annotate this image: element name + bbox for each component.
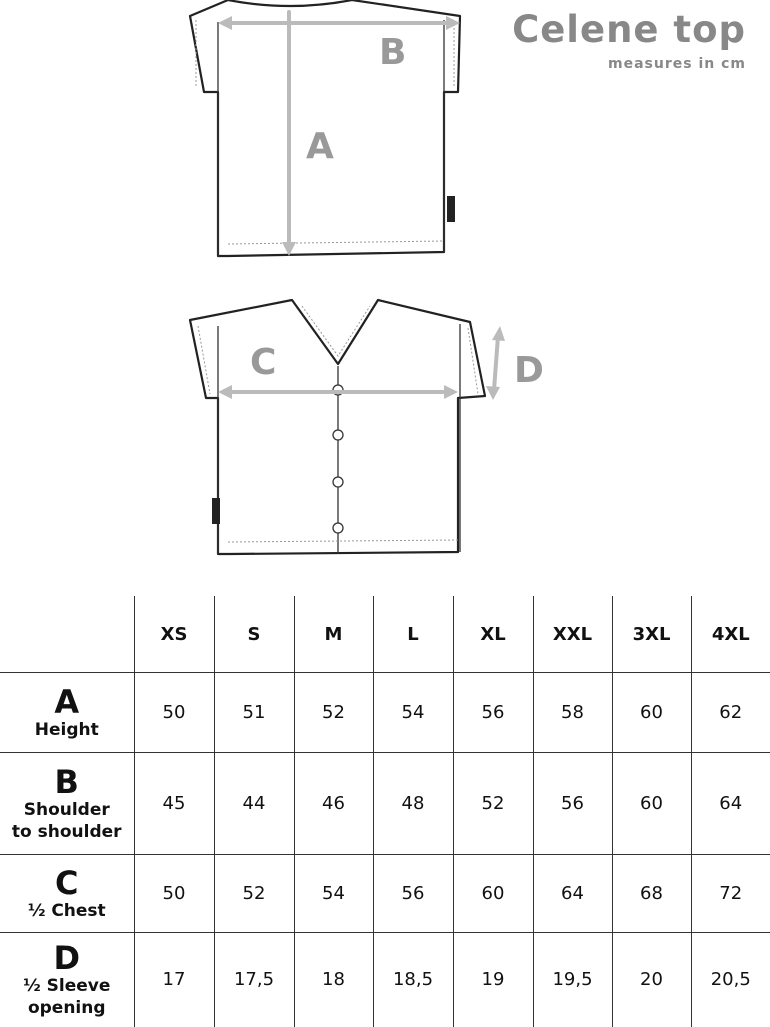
size-header-row xyxy=(0,596,770,673)
table-row-shoulder xyxy=(0,753,770,855)
size-header: XXL xyxy=(533,596,612,673)
table-cell: 72 xyxy=(691,855,770,933)
product-title: Celene top xyxy=(512,8,746,51)
row-name: Shoulder to shoulder xyxy=(11,799,122,842)
table-cell: 18 xyxy=(294,933,373,1027)
table-cell: 20,5 xyxy=(691,933,770,1027)
size-header: 3XL xyxy=(612,596,691,673)
size-header: 4XL xyxy=(691,596,770,673)
back-view-diagram xyxy=(0,0,520,270)
row-letter: C xyxy=(55,863,79,902)
table-cell: 54 xyxy=(294,855,373,933)
label-d: D xyxy=(514,350,544,391)
label-tag xyxy=(212,498,220,524)
row-letter: D xyxy=(53,938,81,977)
table-cell: 56 xyxy=(373,855,453,933)
corner-cell xyxy=(0,596,134,673)
size-header: XS xyxy=(134,596,214,673)
row-label xyxy=(0,855,134,933)
label-tag xyxy=(447,196,455,222)
table-cell: 60 xyxy=(453,855,533,933)
table-cell: 48 xyxy=(373,753,453,855)
table-cell: 54 xyxy=(373,673,453,753)
table-cell: 56 xyxy=(453,673,533,753)
table-cell: 64 xyxy=(691,753,770,855)
table-cell: 52 xyxy=(453,753,533,855)
table-cell: 17 xyxy=(134,933,214,1027)
table-cell: 19 xyxy=(453,933,533,1027)
units-note: measures in cm xyxy=(608,56,746,72)
table-cell: 50 xyxy=(134,673,214,753)
front-view-diagram xyxy=(0,286,560,566)
table-row-sleeve xyxy=(0,933,770,1027)
table-cell: 60 xyxy=(612,753,691,855)
table-cell: 18,5 xyxy=(373,933,453,1027)
table-cell: 44 xyxy=(214,753,294,855)
row-label xyxy=(0,753,134,855)
size-header: XL xyxy=(453,596,533,673)
table-row-chest xyxy=(0,855,770,933)
row-label xyxy=(0,673,134,753)
size-header: S xyxy=(214,596,294,673)
table-cell: 50 xyxy=(134,855,214,933)
table-cell: 60 xyxy=(612,673,691,753)
row-label xyxy=(0,933,134,1027)
row-letter: B xyxy=(54,762,79,801)
row-name: ½ Sleeve opening xyxy=(23,975,111,1018)
size-header: L xyxy=(373,596,453,673)
size-header: M xyxy=(294,596,373,673)
table-cell: 52 xyxy=(214,855,294,933)
label-b: B xyxy=(379,32,407,73)
row-name: ½ Chest xyxy=(27,900,106,921)
row-letter: A xyxy=(54,682,80,721)
table-row-height xyxy=(0,673,770,753)
table-cell: 52 xyxy=(294,673,373,753)
row-name: Height xyxy=(34,719,99,740)
table-cell: 68 xyxy=(612,855,691,933)
table-cell: 51 xyxy=(214,673,294,753)
table-cell: 17,5 xyxy=(214,933,294,1027)
label-a: A xyxy=(306,126,334,167)
title-block xyxy=(512,8,746,72)
table-cell: 46 xyxy=(294,753,373,855)
table-cell: 62 xyxy=(691,673,770,753)
button-4 xyxy=(333,523,343,533)
table-cell: 45 xyxy=(134,753,214,855)
button-3 xyxy=(333,477,343,487)
size-chart-table xyxy=(0,596,770,1027)
table-cell: 58 xyxy=(533,673,612,753)
table-cell: 19,5 xyxy=(533,933,612,1027)
button-2 xyxy=(333,430,343,440)
table-cell: 64 xyxy=(533,855,612,933)
table-cell: 20 xyxy=(612,933,691,1027)
table-cell: 56 xyxy=(533,753,612,855)
label-c: C xyxy=(250,342,277,383)
measure-d-line xyxy=(494,336,498,390)
